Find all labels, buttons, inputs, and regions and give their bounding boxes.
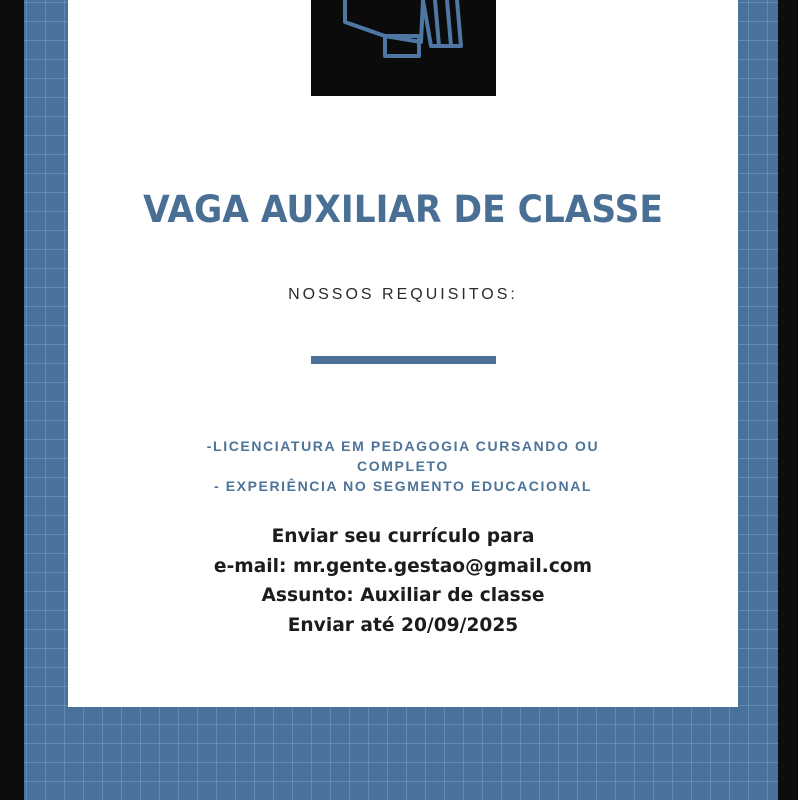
requirements-list	[68, 436, 738, 496]
requirement-line: - EXPERIÊNCIA NO SEGMENTO EDUCACIONAL	[213, 478, 593, 494]
logo-box	[311, 0, 496, 96]
book-icon	[311, 0, 496, 96]
contact-line: Enviar seu currículo para	[271, 525, 535, 547]
requirement-line: COMPLETO	[357, 458, 449, 474]
contact-email: e-mail: mr.gente.gestao@gmail.com	[213, 554, 593, 577]
contact-deadline: Enviar até 20/09/2025	[287, 613, 519, 636]
contact-info	[68, 522, 738, 640]
contact-subject: Assunto: Auxiliar de classe	[261, 584, 545, 606]
page-title: VAGA AUXILIAR DE CLASSE	[143, 188, 663, 231]
divider	[311, 356, 496, 364]
requirements-heading: NOSSOS REQUISITOS:	[288, 286, 518, 303]
requirement-line: -LICENCIATURA EM PEDAGOGIA CURSANDO OU	[206, 438, 600, 454]
